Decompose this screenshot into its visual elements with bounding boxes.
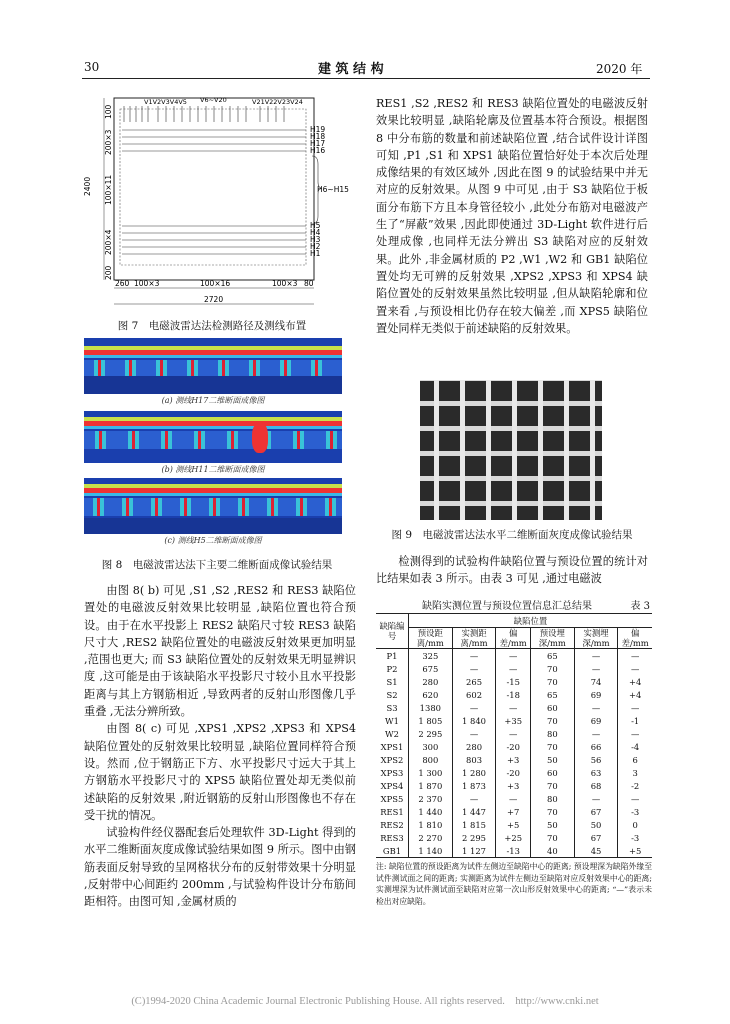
table3-header-measured-depth: 实测埋深/mm <box>574 628 618 649</box>
table-cell: — <box>574 649 618 663</box>
table-cell: 803 <box>452 753 496 766</box>
table-row <box>376 688 652 701</box>
table-cell: -13 <box>496 844 531 858</box>
table-cell: +4 <box>629 689 642 700</box>
table-row <box>376 805 652 818</box>
table-cell: -20 <box>496 766 531 779</box>
label-v21-v24: V21V22V23V24 <box>252 98 303 106</box>
table3-header-depth-deviation: 偏差/mm <box>618 628 652 649</box>
table-cell: 1 810 <box>409 818 453 831</box>
right-column-bottom-text <box>376 553 648 588</box>
table-cell: XPS3 <box>376 766 409 779</box>
table-cell: 2 370 <box>409 792 453 805</box>
table-cell: — <box>452 649 496 663</box>
table-cell: 70 <box>531 779 575 792</box>
table-cell: 45 <box>574 844 618 858</box>
bottom-dim-3: 100×16 <box>200 279 231 288</box>
table-cell: 1380 <box>409 701 453 714</box>
table-cell: 0 <box>632 819 638 830</box>
slab-outline <box>114 98 314 280</box>
table3-body <box>376 649 652 858</box>
table-cell: 63 <box>574 766 618 779</box>
table-cell: — <box>496 701 531 714</box>
right-column-text <box>376 95 648 337</box>
table3-label: 表 3 <box>630 601 650 612</box>
table-cell: — <box>631 663 640 674</box>
table-cell: +7 <box>496 805 531 818</box>
table-cell: -1 <box>631 715 640 726</box>
table-cell: — <box>574 701 618 714</box>
table-cell: -3 <box>631 832 640 843</box>
table-cell: -2 <box>631 780 640 791</box>
table-cell: P1 <box>376 649 409 663</box>
table3 <box>376 613 652 858</box>
table-cell: 67 <box>574 831 618 844</box>
table-row <box>376 649 652 663</box>
table3-header-distance-deviation: 偏差/mm <box>496 628 531 649</box>
table-cell: XPS4 <box>376 779 409 792</box>
left-column-text <box>84 582 356 911</box>
table-cell: 2 295 <box>452 831 496 844</box>
left-dim-2: 200×3 <box>104 129 113 155</box>
label-h2: H2 <box>310 242 321 251</box>
paragraph-right-top: RES1 ,S2 ,RES2 和 RES3 缺陷位置处的电磁波反射效果比较明显 ,缺陷轮廓及位置基本符合预设。根据图 8 中分布筋的数量和前述缺陷位置 ,结合试件设计详图可知 ,P1 ,S1 和 XPS1 缺陷位置恰好处于本次后处理成像结果的有效区域外 ,因此在图 9 的试验结果中并无对应的反射效果。从图 9 中可见 ,由于 S3 缺陷位于板面分布筋下方且本身管径较小 ,此处分布筋对电磁波产生了“屏蔽”效果 ,因此即使通过 3D-Light 软件进行后处理成像 ,也同样无法分辨出 S3 缺陷对应的反射效果。此外 ,非金属材质的 P2 ,W1 ,W2 和 GB1 缺陷位置处均无可辨的反射效果 ,XPS2 ,XPS3 和 XPS4 缺陷位置处的反射效果虽然比较明显 ,但从缺陷轮廓和位置来看 ,与预设相比仍存在较大偏差 ,而 XPS5 缺陷位置处同样无类似于前述缺陷的反射效果。 <box>376 97 648 335</box>
table-cell: 70 <box>531 805 575 818</box>
table-cell: — <box>574 727 618 740</box>
table-cell: XPS2 <box>376 753 409 766</box>
bottom-dim-1: 260 <box>115 279 130 288</box>
table-cell: 3 <box>632 767 638 778</box>
table-row <box>376 818 652 831</box>
table-row <box>376 844 652 858</box>
table-cell: — <box>496 727 531 740</box>
table-cell: 265 <box>452 675 496 688</box>
figure8-sub-a: (a) 测线H17二维断面成像图 <box>161 396 265 405</box>
table3-group-header: 缺陷位置 <box>409 614 653 628</box>
table-cell: — <box>574 792 618 805</box>
table-row <box>376 701 652 714</box>
table-row <box>376 831 652 844</box>
label-h16: H16 <box>310 146 326 155</box>
left-dim-5: 200 <box>104 265 113 280</box>
table-row <box>376 662 652 675</box>
table-cell: S2 <box>376 688 409 701</box>
bottom-dim-5: 80 <box>304 279 314 288</box>
table-cell: 300 <box>409 740 453 753</box>
table-cell: — <box>452 792 496 805</box>
radar-image-c <box>84 478 342 534</box>
table-cell: 70 <box>531 675 575 688</box>
table-cell: 74 <box>574 675 618 688</box>
table-cell: S1 <box>376 675 409 688</box>
table-cell: 70 <box>531 740 575 753</box>
table-cell: 67 <box>574 805 618 818</box>
year: 2020 年 <box>596 62 643 76</box>
vertical-scan-lines <box>124 106 284 122</box>
table-cell: 60 <box>531 701 575 714</box>
figure8-sub-b: (b) 测线H11二维断面成像图 <box>161 465 265 474</box>
table-cell: 50 <box>574 818 618 831</box>
table-row <box>376 766 652 779</box>
table3-note: 注: 缺陷位置的预设距离为试件左侧边至缺陷中心的距离; 预设埋深为缺陷外缘至试件测试面之间的距离; 实测距离为试件左侧边至缺陷对应反射效果中心的距离; 实测埋深为试件测试面至缺陷对应第一次山形反射效果中心的距离; “—”表示未检出对应缺陷。 <box>376 862 652 906</box>
table-cell: 2 295 <box>409 727 453 740</box>
table3-block <box>376 597 652 907</box>
label-h19: H19 <box>310 125 326 134</box>
table-cell: -3 <box>631 806 640 817</box>
table-cell: 80 <box>531 727 575 740</box>
paragraph-fig8b: 由图 8( b) 可见 ,S1 ,S2 ,RES2 和 RES3 缺陷位置处的电磁波反射效果比较明显 ,缺陷位置也符合预设。由于在水平投影上 RES2 缺陷尺寸较 RES3 缺陷尺寸大 ,RES2 缺陷位置处的电磁波反射效果更加明显 ,范围也更大; 而 S3 缺陷位置处的反射效果无明显辨识度 ,这可能是由于该缺陷水平投影尺寸较小且水平投影距离与其上方钢筋相近 ,导致两者的反射山形图像几乎重叠 ,无法分辨所致。 <box>84 584 356 719</box>
bottom-dim-2: 100×3 <box>134 279 160 288</box>
table-cell: +25 <box>496 831 531 844</box>
table-row <box>376 792 652 805</box>
table-cell: 60 <box>531 766 575 779</box>
table-cell: 50 <box>531 753 575 766</box>
table-cell: 56 <box>574 753 618 766</box>
left-dim-3: 100×11 <box>104 174 113 205</box>
left-dim-1: 100 <box>104 104 113 119</box>
table-cell: 69 <box>574 714 618 727</box>
label-h18: H18 <box>310 132 326 141</box>
table-cell: +5 <box>496 818 531 831</box>
table-cell: 6 <box>632 754 638 765</box>
table3-header-preset-distance: 预设距离/mm <box>409 628 453 649</box>
table-cell: 620 <box>409 688 453 701</box>
bottom-dim-4: 100×3 <box>272 279 298 288</box>
table-row <box>376 779 652 792</box>
page-number: 30 <box>84 60 100 74</box>
table-cell: 1 300 <box>409 766 453 779</box>
table-cell: 1 873 <box>452 779 496 792</box>
table-cell: 1 805 <box>409 714 453 727</box>
table-cell: W2 <box>376 727 409 740</box>
figure7-diagram <box>82 92 349 314</box>
paragraph-fig8c: 由图 8( c) 可见 ,XPS1 ,XPS2 ,XPS3 和 XPS4 缺陷位置处的反射效果比较明显 ,缺陷位置同样符合预设。然而 ,位于钢筋正下方、水平投影尺寸远大于其上方钢筋水平投影尺寸的 XPS5 缺陷位置处却无类似前述缺陷的反射效果 ,附近钢筋的反射山形图像也不存在受干扰的情况。 <box>84 722 356 822</box>
label-v6-v20: V6~V20 <box>200 96 227 104</box>
table-cell: -4 <box>631 741 640 752</box>
table-cell: S3 <box>376 701 409 714</box>
copyright-footer: (C)1994-2020 China Academic Journal Electronic Publishing House. All rights reserved. http://www.cnki.net <box>131 996 599 1007</box>
table-cell: +3 <box>496 779 531 792</box>
label-h6-h15: H6~H15 <box>317 185 349 194</box>
table-cell: 65 <box>531 688 575 701</box>
table-cell: RES1 <box>376 805 409 818</box>
table-cell: 675 <box>409 662 453 675</box>
table-cell: 280 <box>452 740 496 753</box>
table-cell: 70 <box>531 714 575 727</box>
figure8-caption: 图 8 电磁波雷达法下主要二维断面成像试验结果 <box>101 559 333 571</box>
table-cell: 1 140 <box>409 844 453 858</box>
paragraph-fig9: 试验构件经仪器配套后处理软件 3D-Light 得到的水平二维断面灰度成像试验结果如图 9 所示。图中由钢筋表面反射导致的呈网格状分布的反射带效果十分明显 ,反射带中心间距约 200mm ,与试验构件设计分布筋间距相符。由图可知 ,金属材质的 <box>84 826 356 909</box>
table-row <box>376 740 652 753</box>
table-cell: — <box>452 662 496 675</box>
table3-title: 缺陷实测位置与预设位置信息汇总结果 <box>422 601 592 612</box>
table3-col0-header: 缺陷编号 <box>376 614 409 649</box>
table-cell: 1 127 <box>452 844 496 858</box>
table-cell: 1 815 <box>452 818 496 831</box>
table3-header-measured-distance: 实测距离/mm <box>452 628 496 649</box>
table-cell: 50 <box>531 818 575 831</box>
paragraph-right-bottom: 检测得到的试验构件缺陷位置与预设位置的统计对比结果如表 3 所示。由表 3 可见 ,通过电磁波 <box>376 555 648 586</box>
journal-name: 建 筑 结 构 <box>318 62 384 77</box>
horizontal-scan-lines <box>122 130 306 254</box>
radar-image-b <box>84 411 342 463</box>
table-cell: W1 <box>376 714 409 727</box>
table-cell: 1 447 <box>452 805 496 818</box>
header-rule <box>82 78 650 79</box>
table-cell: 69 <box>574 688 618 701</box>
label-v1-v5: V1V2V3V4V5 <box>144 98 187 106</box>
radar-image-a <box>84 338 342 394</box>
label-h4: H4 <box>310 228 321 237</box>
table-cell: — <box>452 727 496 740</box>
table-cell: -18 <box>496 688 531 701</box>
figure7-caption: 图 7 电磁波雷达法检测路径及测线布置 <box>117 320 307 332</box>
table-cell: 280 <box>409 675 453 688</box>
table-cell: 66 <box>574 740 618 753</box>
table-cell: RES2 <box>376 818 409 831</box>
figure8-sub-c: (c) 测线H5二维断面成像图 <box>164 536 262 545</box>
table-cell: — <box>631 650 640 661</box>
label-h1: H1 <box>310 249 321 258</box>
table-cell: — <box>631 793 640 804</box>
scan-region <box>120 109 306 265</box>
table-row <box>376 714 652 727</box>
table-cell: P2 <box>376 662 409 675</box>
table-cell: 65 <box>531 649 575 663</box>
table-cell: 800 <box>409 753 453 766</box>
table-cell: 325 <box>409 649 453 663</box>
table-cell: 70 <box>531 831 575 844</box>
label-h17: H17 <box>310 139 326 148</box>
table-cell: — <box>496 649 531 663</box>
total-width: 2720 <box>204 295 224 304</box>
table-cell: -20 <box>496 740 531 753</box>
table-cell: — <box>496 662 531 675</box>
table-cell: — <box>631 728 640 739</box>
table-cell: +5 <box>629 845 642 856</box>
table3-header-preset-depth: 预设埋深/mm <box>531 628 575 649</box>
table-cell: — <box>631 702 640 713</box>
total-height: 2400 <box>83 176 92 196</box>
table-cell: XPS5 <box>376 792 409 805</box>
figure9-caption: 图 9 电磁波雷达法水平二维断面灰度成像试验结果 <box>391 529 633 541</box>
left-dim-4: 200×4 <box>104 229 113 255</box>
table-cell: 40 <box>531 844 575 858</box>
table-cell: RES3 <box>376 831 409 844</box>
figure9-image <box>420 380 602 520</box>
table-row <box>376 753 652 766</box>
table-cell: 1 440 <box>409 805 453 818</box>
table-cell: 1 840 <box>452 714 496 727</box>
table-cell: +3 <box>496 753 531 766</box>
table-cell: 70 <box>531 662 575 675</box>
table-cell: 602 <box>452 688 496 701</box>
label-h5: H5 <box>310 221 321 230</box>
table-cell: 68 <box>574 779 618 792</box>
label-h3: H3 <box>310 235 321 244</box>
table-row <box>376 675 652 688</box>
table-cell: 1 870 <box>409 779 453 792</box>
table-cell: -15 <box>496 675 531 688</box>
table-cell: — <box>496 792 531 805</box>
table-cell: — <box>452 701 496 714</box>
table-row <box>376 727 652 740</box>
table-cell: +4 <box>629 676 642 687</box>
table-cell: XPS1 <box>376 740 409 753</box>
table-cell: GB1 <box>376 844 409 858</box>
table-cell: 1 280 <box>452 766 496 779</box>
table-cell: 2 270 <box>409 831 453 844</box>
table-cell: +35 <box>496 714 531 727</box>
table-cell: 80 <box>531 792 575 805</box>
table-cell: — <box>574 662 618 675</box>
